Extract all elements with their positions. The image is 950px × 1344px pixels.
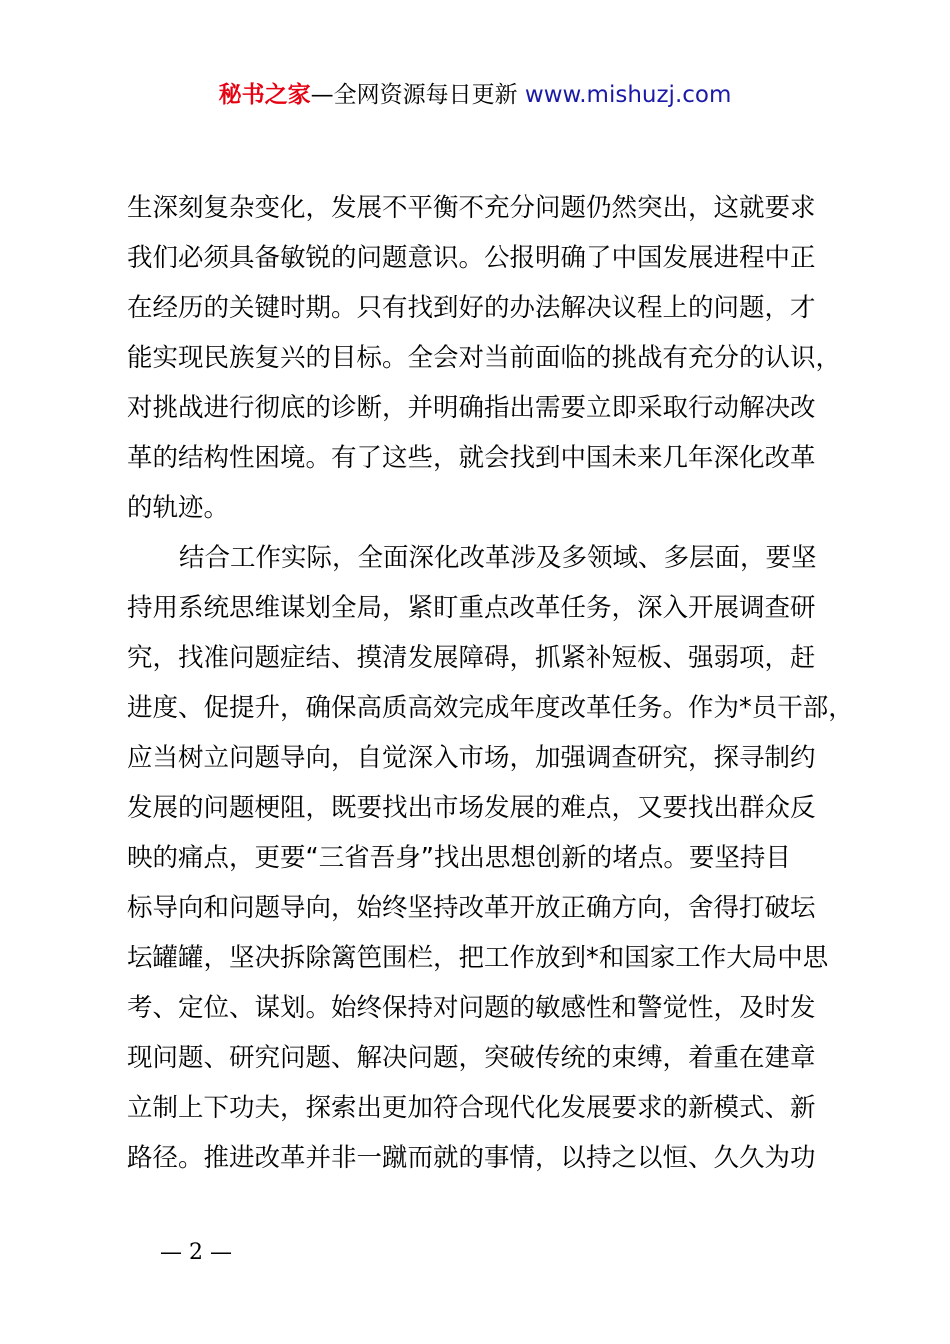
text-line: 坛罐罐，坚决拆除篱笆围栏，把工作放到*和国家工作大局中思 (127, 943, 829, 973)
text-line: 应当树立问题导向，自觉深入市场，加强调查研究，探寻制约 (127, 743, 816, 773)
text-line: 的轨迹。 (127, 493, 230, 523)
text-line: 能实现民族复兴的目标。全会对当前面临的挑战有充分的认识， (127, 343, 842, 373)
text-line: 现问题、研究问题、解决问题，突破传统的束缚，着重在建章 (127, 1043, 816, 1073)
page-number: — 2 — (160, 1240, 232, 1265)
text-line: 路径。推进改革并非一蹴而就的事情，以持之以恒、久久为功 (127, 1143, 816, 1173)
text-line: 立制上下功夫，探索出更加符合现代化发展要求的新模式、新 (127, 1093, 816, 1123)
text-line: 发展的问题梗阻，既要找出市场发展的难点，又要找出群众反 (127, 793, 816, 823)
text-line: 生深刻复杂变化，发展不平衡不充分问题仍然突出，这就要求 (127, 193, 816, 223)
text-line: 考、定位、谋划。始终保持对问题的敏感性和警觉性，及时发 (127, 993, 816, 1023)
text-line-indented: 结合工作实际，全面深化改革涉及多领域、多层面，要坚 (179, 543, 817, 573)
text-line: 对挑战进行彻底的诊断，并明确指出需要立即采取行动解决改 (127, 393, 816, 423)
paragraph-2 (127, 533, 862, 1183)
text-line: 我们必须具备敏锐的问题意识。公报明确了中国发展进程中正 (127, 243, 816, 273)
text-line: 进度、促提升，确保高质高效完成年度改革任务。作为*员干部， (127, 693, 854, 723)
paragraph-1 (127, 183, 862, 533)
text-line: 革的结构性困境。有了这些，就会找到中国未来几年深化改革 (127, 443, 816, 473)
text-line: 究，找准问题症结、摸清发展障碍，抓紧补短板、强弱项，赶 (127, 643, 816, 673)
page-header (0, 78, 950, 112)
text-line: 持用系统思维谋划全局，紧盯重点改革任务，深入开展调查研 (127, 593, 816, 623)
text-line: 标导向和问题导向，始终坚持改革开放正确方向，舍得打破坛 (127, 893, 816, 923)
header-tagline: —全网资源每日更新 (310, 82, 525, 108)
brand-name: 秘书之家 (218, 82, 311, 108)
document-body (127, 183, 862, 1183)
text-line: 映的痛点，更要“三省吾身”找出思想创新的堵点。要坚持目 (127, 843, 791, 873)
site-url-link[interactable]: www.mishuzj.com (524, 82, 732, 108)
text-line: 在经历的关键时期。只有找到好的办法解决议程上的问题，才 (127, 293, 816, 323)
